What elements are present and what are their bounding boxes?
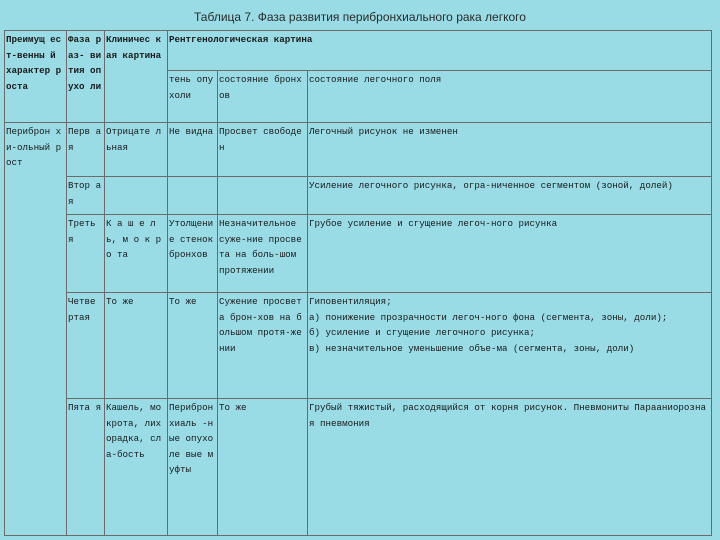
cell-bronchi [218,177,308,215]
cell-lung-field: Грубый тяжистый, расходящийся от корня рисунок. Пневмониты Парааниорозная пневмония [308,399,712,536]
cell-shadow: Перибронхиаль -ные опухоле вые муфты [168,399,218,536]
header-xray: Рентгенологическая картина [168,31,712,71]
table-row [5,293,712,399]
cell-lung-field: Грубое усиление и сгущение легоч-ного рисунка [308,215,712,293]
header-bronchi: состояние бронхов [218,71,308,123]
cell-bronchi: Сужение просвета брон-хов на большом протя-жении [218,293,308,399]
cell-phase: Пята я [67,399,105,536]
table-row [5,123,712,177]
cell-shadow [168,177,218,215]
table-row [5,177,712,215]
header-shadow: тень опухоли [168,71,218,123]
cell-phase: Перв ая [67,123,105,177]
header-growth: Преимущ ест-венны й характер роста [5,31,67,123]
cell-growth: Периброн хи-ольный рост [5,123,67,536]
cell-clinical: К а ш е л ь, м о к р о та [105,215,168,293]
cell-clinical: Кашель, мокрота, лихорадка, сла-бость [105,399,168,536]
cell-clinical: То же [105,293,168,399]
cell-shadow: То же [168,293,218,399]
cell-phase: Втор ая [67,177,105,215]
table-row [5,399,712,536]
cell-shadow: Утолщение стенок бронхов [168,215,218,293]
phase-table [4,30,712,536]
table-row [5,215,712,293]
header-phase: Фаза раз- вития опухо ли [67,31,105,123]
cell-bronchi: То же [218,399,308,536]
cell-phase: Четве ртая [67,293,105,399]
cell-lung-field: Усиление легочного рисунка, огра-ниченное сегментом (зоной, долей) [308,177,712,215]
cell-bronchi: Просвет свободен [218,123,308,177]
cell-bronchi: Незначительное суже-ние просвета на боль-шом протяжении [218,215,308,293]
cell-clinical: Отрицате льная [105,123,168,177]
cell-clinical [105,177,168,215]
cell-phase: Треть я [67,215,105,293]
header-clinical: Клиничес кая картина [105,31,168,123]
cell-shadow: Не видна [168,123,218,177]
table-title: Таблица 7. Фаза развития перибронхиального рака легкого [194,10,526,24]
cell-lung-field: Гиповентиляция; а) понижение прозрачности легоч-ного фона (сегмента, зоны, доли); б) усиление и сгущение легочного рисунка; в) незначительное уменьшение объе-ма (сегмента, зоны, доли) [308,293,712,399]
cell-lung-field: Легочный рисунок не изменен [308,123,712,177]
header-lung-field: состояние легочного поля [308,71,712,123]
header-row [5,31,712,71]
